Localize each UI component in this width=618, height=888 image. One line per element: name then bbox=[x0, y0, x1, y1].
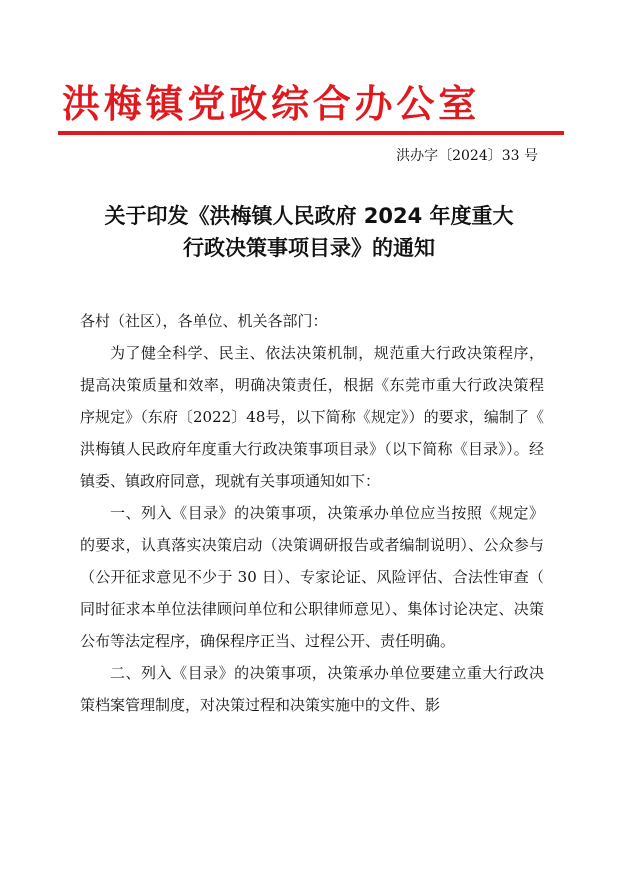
body-paragraph-intro: 为了健全科学、民主、依法决策机制，规范重大行政决策程序，提高决策质量和效率，明确决策责任，根据《东莞市重大行政决策程序规定》（东府〔2022〕48号，以下简称《规定》）的要求，编制了《洪梅镇人民政府年度重大行政决策事项目录》（以下简称《目录》）。经镇委、镇政府同意，现就有关事项通知如下： bbox=[80, 344, 544, 490]
document-body bbox=[80, 305, 544, 721]
document-title-line-2: 行政决策事项目录》的通知 bbox=[183, 236, 435, 260]
body-paragraph-item-2: 二、列入《目录》的决策事项，决策承办单位要建立重大行政决策档案管理制度，对决策过程和决策实施中的文件、影 bbox=[80, 664, 544, 714]
red-divider-line bbox=[58, 131, 564, 135]
issuing-organization-header: 洪梅镇党政综合办公室 bbox=[62, 82, 481, 126]
body-paragraph-item-1: 一、列入《目录》的决策事项，决策承办单位应当按照《规定》的要求，认真落实决策启动（决策调研报告或者编制说明）、公众参与（公开征求意见不少于 30 日）、专家论证、风险评估、合法性审查（同时征求本单位法律顾问单位和公职律师意见）、集体讨论决定、决策公布等法定程序，确保程序正当、过程公开、责任明确。 bbox=[80, 504, 544, 650]
document-number: 洪办字〔2024〕33 号 bbox=[396, 148, 538, 164]
salutation: 各村（社区），各单位、机关各部门： bbox=[80, 312, 328, 330]
document-title-line-1: 关于印发《洪梅镇人民政府 2024 年度重大 bbox=[104, 204, 514, 228]
